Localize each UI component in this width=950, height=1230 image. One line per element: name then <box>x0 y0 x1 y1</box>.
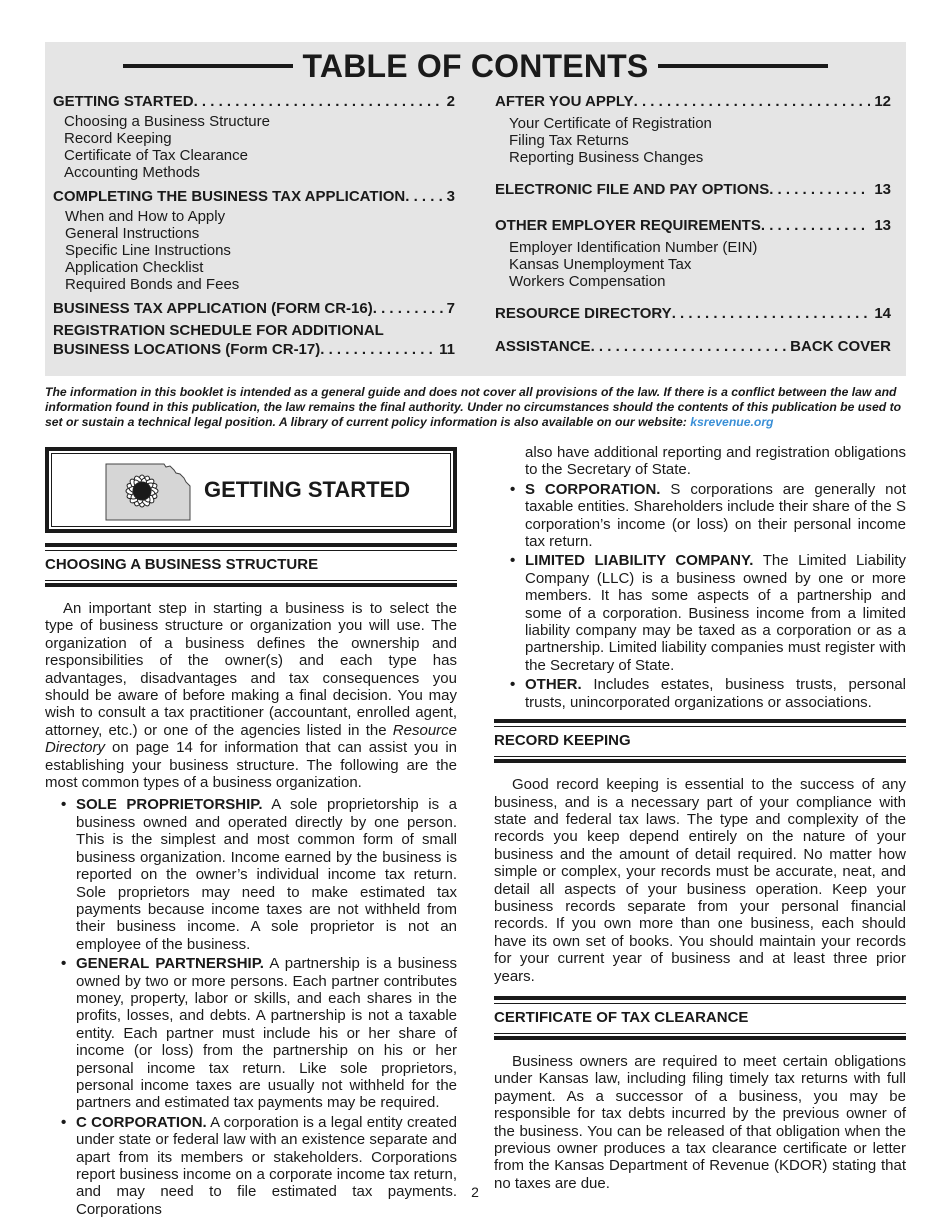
toc-sub-item[interactable]: General Instructions <box>65 225 200 242</box>
structure-list <box>45 796 457 1218</box>
getting-started-banner <box>45 447 457 533</box>
toc-entry-form-cr17[interactable]: REGISTRATION SCHEDULE FOR ADDITIONAL BUSINESS LOCATIONS (Form CR-17) . . . 11 <box>53 321 455 359</box>
toc-sub-item[interactable]: Certificate of Tax Clearance <box>64 147 248 164</box>
toc-entry-form-cr16[interactable]: BUSINESS TAX APPLICATION (FORM CR-16) . . . 7 <box>53 299 455 318</box>
right-column <box>494 444 906 1192</box>
toc-sub-item[interactable]: Required Bonds and Fees <box>65 276 240 293</box>
clearance-text: Business owners are required to meet certain obligations under Kansas law, including filing timely tax returns with full payment. As a successor of a business, you may be responsible for tax debts incurred by the previous owner of the business. You can be released of that obligation when the previous owner produces a tax clearance certificate or letter from the Kansas Department of Revenue (KDOR) stating that no taxes are due. <box>494 1052 906 1192</box>
section-header-record-keeping <box>494 719 906 763</box>
toc-sub-item[interactable]: Workers Compensation <box>509 273 666 290</box>
website-link[interactable]: ksrevenue.org <box>690 415 774 429</box>
list-item: • S CORPORATION. S corporations are generally not taxable entities. Shareholders include their share of the S corporation’s income (or loss) on their personal income tax return. <box>494 481 906 551</box>
section-title: RECORD KEEPING <box>494 732 631 750</box>
list-item: • C CORPORATION. A corporation is a legal entity created under state or federal law with an existence separate and apart from its members or stakeholders. Corporations report business income on a corporate income tax return, and may need to file estimated tax payments. Corporations <box>45 1114 457 1218</box>
toc-sub-item[interactable]: Kansas Unemployment Tax <box>509 256 692 273</box>
toc-header <box>45 46 906 86</box>
table-of-contents <box>45 42 906 376</box>
page-number: 2 <box>471 1184 479 1200</box>
toc-entry-after-you-apply[interactable]: AFTER YOU APPLY . . . 12 <box>495 92 891 111</box>
toc-sub-item[interactable]: When and How to Apply <box>65 208 226 225</box>
toc-sub-item[interactable]: Specific Line Instructions <box>65 242 231 259</box>
list-item: • SOLE PROPRIETORSHIP. A sole proprietorship is a business owned and operated directly by one person. This is the simplest and most common form of small business organization. Income earned by the business is reported on the owner’s individual income tax return. Sole proprietors may need to make estimated tax payments because income taxes are not withheld from their business income. A sole proprietor is not an employee of the business. <box>45 796 457 953</box>
section-header-clearance <box>494 996 906 1040</box>
sunflower-kansas-icon <box>104 458 192 522</box>
toc-right-column <box>495 92 891 356</box>
toc-sub-item[interactable]: Choosing a Business Structure <box>64 113 270 130</box>
toc-sub-item[interactable]: Record Keeping <box>64 130 172 147</box>
toc-sub-item[interactable]: Your Certificate of Registration <box>509 115 712 132</box>
disclaimer: The information in this booklet is intended as a general guide and does not cover all provisions of the law. If there is a conflict between the law and information found in this publication, the law remains the final authority. Under no circumstances should the contents of this publication be used to set or sustain a technical legal position. A library of current policy information is also available on our website: ksrevenue.org <box>45 385 902 429</box>
section-title: CERTIFICATE OF TAX CLEARANCE <box>494 1008 749 1026</box>
toc-sub-item[interactable]: Employer Identification Number (EIN) <box>509 239 758 256</box>
structure-list-continued <box>494 481 906 711</box>
toc-title: TABLE OF CONTENTS <box>302 47 649 84</box>
title-rule-left <box>123 64 293 68</box>
section-header-choosing <box>45 543 457 587</box>
section-title: CHOOSING A BUSINESS STRUCTURE <box>45 556 319 573</box>
toc-sub-item[interactable]: Application Checklist <box>65 259 204 276</box>
toc-entry-other-employer[interactable]: OTHER EMPLOYER REQUIREMENTS . . . 13 <box>495 216 891 235</box>
toc-entry-electronic-file[interactable]: ELECTRONIC FILE AND PAY OPTIONS . . . 13 <box>495 180 891 199</box>
toc-sub-item[interactable]: Filing Tax Returns <box>509 132 629 149</box>
toc-entry-resource-directory[interactable]: RESOURCE DIRECTORY . . . 14 <box>495 304 891 323</box>
list-item: • OTHER. Includes estates, business trusts, personal trusts, unincorporated organizations or associations. <box>494 676 906 711</box>
toc-sub-item[interactable]: Reporting Business Changes <box>509 149 704 166</box>
toc-entry-assistance[interactable]: ASSISTANCE . . . BACK COVER <box>495 337 891 356</box>
toc-sub-item[interactable]: Accounting Methods <box>64 164 200 181</box>
toc-entry-getting-started[interactable]: GETTING STARTED . . . 2 <box>53 92 455 111</box>
toc-left-column <box>53 92 455 359</box>
choosing-intro: An important step in starting a business is to select the type of business structure or organization you will use. The organization of a business defines the ownership and responsibilities of the owner(s) and each type has advantages, disadvantages and tax consequences you should be aware of before making a final decision. You may wish to consult a tax practitioner (accountant, enrolled agent, attorney, etc.) or one of the agencies listed in the Resource Directory on page 14 for information that can assist you in establishing your business structure. The following are the most common types of a business organization. <box>45 600 457 792</box>
left-column <box>45 444 457 1220</box>
getting-started-title: GETTING STARTED <box>204 477 411 503</box>
title-rule-right <box>658 64 828 68</box>
record-keeping-text: Good record keeping is essential to the success of any business, and is a necessary part of your compliance with state and federal tax laws. The type and complexity of the records you keep depend entirely on the nature of your business and the amount of detail required. No matter how simple or complex, your records must be accurate, neat, and detail all aspects of your business operation. Keep your business records separate from your personal financial records. If you own more than one business, each should have its own set of books. You should maintain your records for your current year of business and at least three prior years. <box>494 776 906 985</box>
list-item: • LIMITED LIABILITY COMPANY. The Limited Liability Company (LLC) is a business owned by one or more members. It has some aspects of a partnership and some of a corporation. Business income from a limited liability company may be taxed as a corporation or as a partnership. Limited liability companies must register with the Secretary of State. <box>494 552 906 674</box>
toc-entry-completing-application[interactable]: COMPLETING THE BUSINESS TAX APPLICATION . . . 3 <box>53 187 455 206</box>
list-item: • GENERAL PARTNERSHIP. A partnership is a business owned by two or more persons. Each partner contributes money, property, labor or skills, and each shares in the profits, losses, and debts. A partnership is not a taxable entity. Each partner must include his or her share of income (or loss) from the partnership on his or her personal income tax return. Like sole proprietors, personal income taxes are usually not withheld for the partners and estimated tax payments may be required. <box>45 955 457 1112</box>
c-corporation-continued: also have additional reporting and registration obligations to the Secretary of State. <box>525 444 906 479</box>
